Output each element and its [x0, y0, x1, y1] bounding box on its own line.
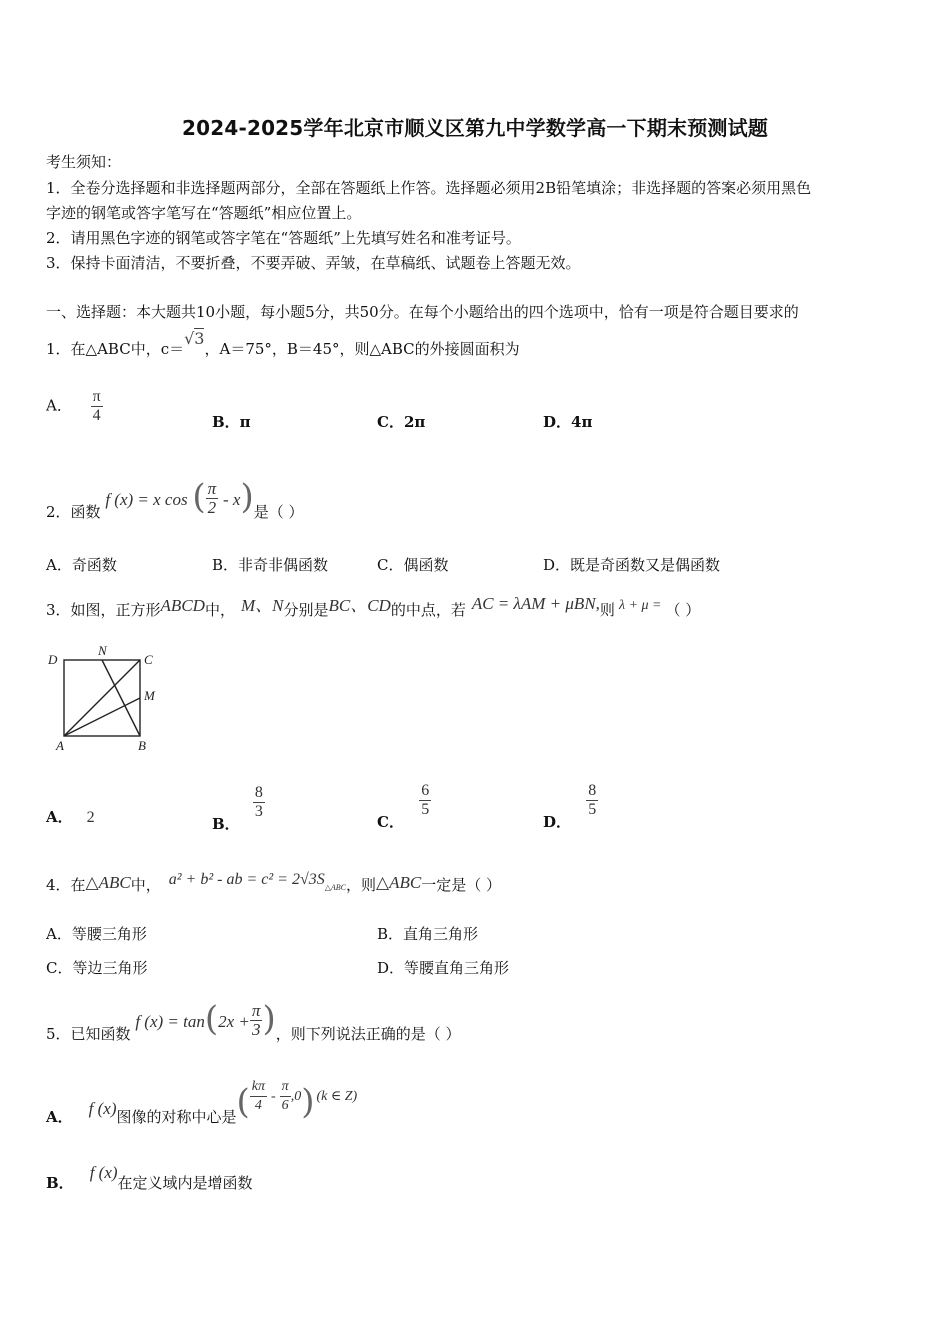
numerator: 6 [421, 782, 430, 799]
denominator: 5 [588, 801, 597, 818]
left-paren: ( [192, 476, 206, 517]
denominator: 3 [254, 803, 263, 820]
question-3-stem [46, 594, 701, 622]
q3-option-c-fraction [419, 782, 431, 819]
q3-text: 中， [204, 601, 235, 619]
numerator: kπ [250, 1078, 267, 1097]
notice-line-2: 2．请用黑色字迹的钢笔或答字笔在“答题纸”上先填写姓名和准考证号。 [46, 229, 521, 247]
q1-option-d[interactable]: D．4π [543, 413, 593, 431]
option-fraction-1 [250, 1078, 267, 1115]
q3-sum: λ + μ = [618, 598, 662, 613]
q2-number: 2．函数 [46, 502, 101, 521]
q4-option-c[interactable]: C．等边三角形 [46, 959, 148, 977]
q3-text: 分别是 [283, 601, 329, 619]
notice-heading: 考生须知： [46, 153, 122, 171]
option-label: A． [46, 808, 73, 826]
right-paren: ) [301, 1082, 315, 1122]
q4-option-a[interactable]: A．等腰三角形 [46, 925, 147, 943]
page-title: 2024-2025学年北京市顺义区第九中学数学高一下期末预测试题 [181, 116, 769, 140]
option-label: D． [543, 812, 572, 831]
question-1-stem [46, 329, 520, 359]
q2-option-a[interactable]: A．奇函数 [46, 556, 117, 574]
q4-subscript: △ABC [324, 883, 347, 892]
q2-stem-tail: 是（ ） [253, 502, 304, 521]
option-label: C． [377, 812, 404, 831]
option-zero: ,0 [290, 1089, 302, 1104]
q3-option-d-fraction [586, 782, 598, 819]
option-label: A． [46, 1108, 73, 1126]
q3-option-a[interactable] [46, 806, 95, 827]
notice-line-1a: 1．全卷分选择题和非选择题两部分，全部在答题纸上作答。选择题必须用2B铅笔填涂；非选择题的答案必须用黑色 [46, 179, 812, 197]
option-label: B． [46, 1174, 74, 1192]
numerator: π [207, 479, 217, 498]
square-figure [44, 642, 168, 754]
label-n: N [98, 643, 107, 658]
segment-am [64, 698, 140, 736]
q4-text: 中， [130, 876, 161, 894]
option-text: 在定义域内是增函数 [117, 1174, 253, 1192]
notice-line-3: 3．保持卡面清洁，不要折叠，不要弄破、弄皱，在草稿纸、试题卷上答题无效。 [46, 254, 581, 272]
q1-sqrt-value: 3 [194, 329, 205, 348]
denominator: 5 [421, 801, 430, 818]
q5-expression: f (x) = tan [135, 1011, 205, 1031]
q5-number: 5．已知函数 [46, 1024, 131, 1043]
right-paren: ) [262, 998, 276, 1039]
option-value: 2 [86, 809, 95, 826]
q4-number: 4．在 [46, 876, 86, 894]
segment-ac [64, 660, 140, 736]
q1-option-c[interactable]: C．2π [377, 413, 426, 431]
label-c: C [144, 652, 153, 667]
q4-equation: a² + b² - ab = c² = 2√3S [168, 871, 325, 888]
segment-bn [102, 660, 140, 736]
q2-option-b[interactable]: B．非奇非偶函数 [212, 556, 329, 574]
option-function: f (x) [89, 1163, 118, 1182]
denominator: 4 [254, 1097, 262, 1113]
q3-option-c[interactable] [377, 782, 431, 831]
label-a: A [56, 738, 64, 753]
q4-tail: 一定是（ ） [421, 876, 501, 894]
q1-stem-b: ，A＝75°，B＝45°，则△ABC的外接圆面积为 [204, 340, 520, 358]
denominator: 3 [251, 1020, 261, 1039]
q4-triangle: △ABC [85, 873, 131, 892]
label-d: D [48, 652, 58, 667]
label-b: B [138, 738, 146, 753]
q5-tail: ，则下列说法正确的是（ ） [275, 1024, 461, 1043]
q5-option-a[interactable] [46, 1076, 358, 1126]
q5-option-b[interactable] [46, 1158, 253, 1192]
q3-abcd: ABCD [160, 596, 205, 615]
q2-expression: f (x) = x cos [105, 489, 188, 509]
q4-text: ，则 [346, 876, 377, 894]
q2-fraction [206, 480, 219, 517]
q3-blank: （ ） [665, 601, 701, 619]
question-5-stem [46, 994, 461, 1043]
numerator: 8 [588, 782, 597, 799]
q3-bccd: BC、CD [328, 596, 391, 615]
q3-text: 则 [599, 601, 615, 619]
option-function: f (x) [88, 1099, 117, 1118]
question-2-stem [46, 472, 304, 521]
q3-equation: AC = λAM + μBN, [471, 594, 600, 613]
denominator: 2 [207, 498, 217, 517]
q3-option-b[interactable] [212, 784, 265, 833]
q3-option-b-fraction [253, 784, 265, 821]
q2-option-d[interactable]: D．既是奇函数又是偶函数 [543, 556, 721, 574]
q3-number: 3．如图，正方形 [46, 601, 161, 619]
denominator: 6 [281, 1097, 289, 1113]
option-fraction-2 [280, 1078, 291, 1115]
numerator: π [280, 1078, 291, 1097]
option-label: A． [46, 396, 72, 415]
left-paren: ( [236, 1082, 250, 1122]
right-paren: ) [240, 476, 254, 517]
numerator: π [251, 1001, 261, 1020]
q1-option-b[interactable]: B．π [212, 413, 251, 431]
left-paren: ( [204, 998, 219, 1039]
q5-fraction [250, 1002, 263, 1039]
denominator: 4 [92, 407, 101, 424]
option-domain: (k ∈ Z) [316, 1089, 358, 1104]
numerator: 8 [254, 784, 263, 801]
q4-triangle: △ABC [376, 873, 422, 892]
q5-inner: 2x + [218, 1011, 250, 1031]
q4-option-d[interactable]: D．等腰直角三角形 [377, 959, 510, 977]
q2-expression-b: - x [222, 489, 241, 509]
q1-option-a-fraction [91, 388, 103, 425]
section-heading: 一、选择题：本大题共10小题，每小题5分，共50分。在每个小题给出的四个选项中，恰有一项是符合题目要求的 [46, 303, 799, 321]
minus-sign: - [271, 1089, 276, 1104]
q3-mn: M、N [240, 596, 284, 615]
q3-text: 的中点，若 [390, 601, 466, 619]
label-m: M [144, 688, 155, 703]
q4-option-b[interactable]: B．直角三角形 [377, 925, 479, 943]
question-4-stem [46, 871, 501, 898]
q3-option-d[interactable] [543, 782, 598, 831]
option-text: 图像的对称中心是 [116, 1108, 237, 1126]
q2-option-c[interactable]: C．偶函数 [377, 556, 449, 574]
option-label: B． [212, 814, 240, 833]
q1-stem-a: 1．在△ABC中，c＝ [46, 340, 185, 358]
notice-line-1b: 字迹的钢笔或答字笔写在“答题纸”相应位置上。 [46, 204, 362, 222]
q1-option-a[interactable] [46, 388, 103, 425]
numerator: π [92, 388, 101, 405]
sqrt-sign: √ [184, 329, 195, 348]
